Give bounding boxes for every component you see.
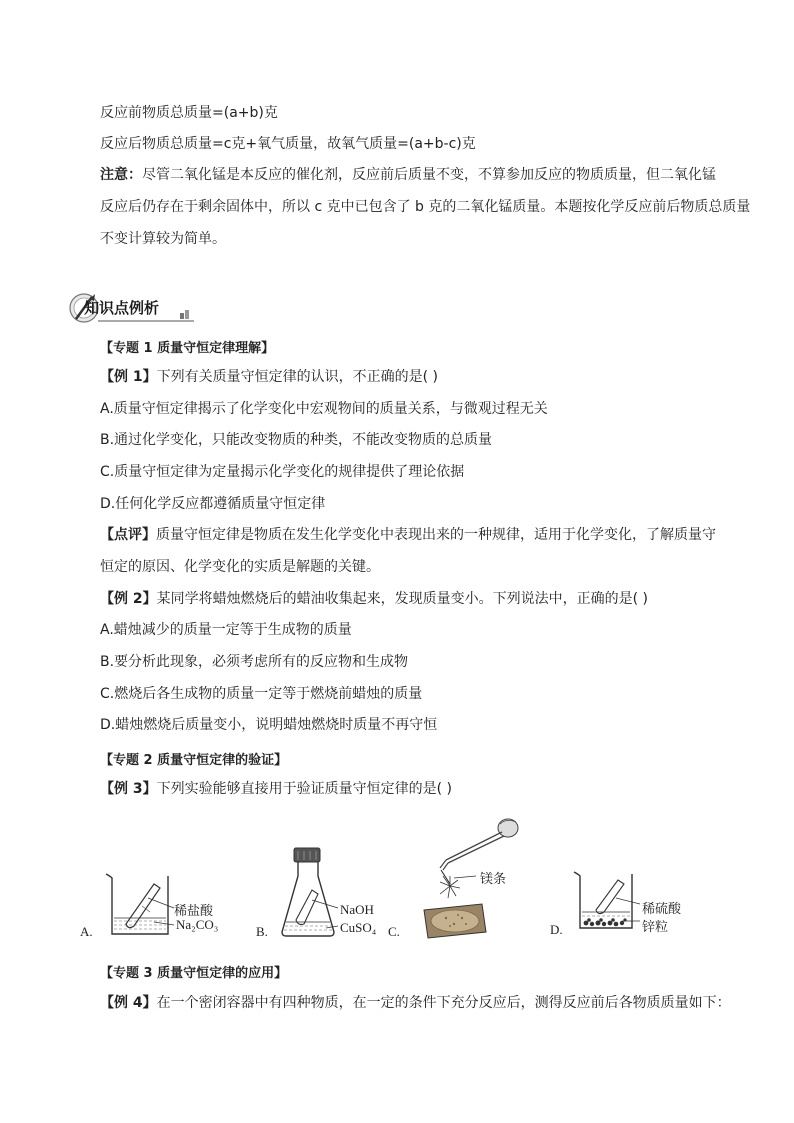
topic3-header: 【专题 3 质量守恒定律的应用】	[100, 966, 288, 981]
ex2-option-c: C.燃烧后各生成物的质量一定等于燃烧前蜡烛的质量	[100, 686, 423, 702]
ex2-text: 某同学将蜡烛燃烧后的蜡油收集起来，发现质量变小。下列说法中，正确的是( )	[156, 591, 648, 607]
ex1-text: 下列有关质量守恒定律的认识，不正确的是( )	[156, 369, 438, 385]
ex2-option-a: A.蜡烛减少的质量一定等于生成物的质量	[100, 622, 352, 638]
ex1-label: 【例 1】	[100, 369, 157, 385]
figure-a-beaker	[104, 868, 234, 944]
ex2-option-d: D.蜡烛燃烧后质量变小，说明蜡烛燃烧时质量不再守恒	[100, 717, 438, 733]
figure-d-beaker	[572, 866, 702, 942]
ex3-question	[100, 780, 452, 798]
ex2-option-b: B.要分析此现象，必须考虑所有的反应物和生成物	[100, 654, 409, 670]
fig-d-bottom-label: 锌粒	[642, 920, 669, 935]
ex4-label: 【例 4】	[100, 995, 157, 1011]
fig-a-letter: A.	[80, 924, 93, 939]
comment-line-2: 恒定的原因、化学变化的实质是解题的关键。	[100, 559, 380, 575]
ex1-question	[100, 368, 438, 386]
section-header	[68, 291, 198, 323]
note-line-1	[100, 166, 716, 184]
ex2-label: 【例 2】	[100, 591, 157, 607]
fig-c-label: 镁条	[480, 872, 507, 887]
ex2-question	[100, 590, 648, 608]
ex4-text: 在一个密闭容器中有四种物质，在一定的条件下充分反应后，测得反应前后各物质质量如下：	[156, 995, 731, 1011]
comment-line-1	[100, 526, 716, 544]
fig-b-bottom-label: CuSO₄	[340, 920, 377, 935]
note-label: 注意：	[100, 167, 142, 183]
ex1-option-b: B.通过化学变化，只能改变物质的种类，不能改变物质的总质量	[100, 432, 493, 448]
note-line-2: 反应后仍存在于剩余固体中，所以 c 克中已包含了 b 克的二氧化锰质量。本题按化学反应前后物质总质量	[100, 199, 751, 215]
note-text-1: 尽管二氧化锰是本反应的催化剂，反应前后质量不变，不算参加反应的物质质量，但二氧化锰	[142, 167, 716, 183]
ex1-option-c: C.质量守恒定律为定量揭示化学变化的规律提供了理论依据	[100, 464, 465, 480]
ex1-option-d: D.任何化学反应都遵循质量守恒定律	[100, 496, 326, 512]
ex3-label: 【例 3】	[100, 781, 157, 797]
comment-label: 【点评】	[100, 527, 156, 543]
ex3-text: 下列实验能够直接用于验证质量守恒定律的是( )	[156, 781, 452, 797]
fig-a-bottom-label: Na₂CO₃	[176, 917, 219, 932]
fig-d-top-label: 稀硫酸	[642, 902, 682, 917]
intro-line-2: 反应后物质总质量=c克+氧气质量，故氧气质量=(a+b-c)克	[100, 136, 476, 152]
ex4-question	[100, 994, 731, 1012]
figure-c-magnesium	[410, 814, 540, 946]
note-line-3: 不变计算较为简单。	[100, 231, 226, 247]
topic2-header: 【专题 2 质量守恒定律的验证】	[100, 753, 288, 768]
fig-a-top-label: 稀盐酸	[174, 904, 214, 919]
topic1-header: 【专题 1 质量守恒定律理解】	[100, 341, 275, 356]
section-title: 知识点例析	[84, 299, 160, 317]
fig-b-letter: B.	[256, 924, 268, 939]
comment-text-1: 质量守恒定律是物质在发生化学变化中表现出来的一种规律，适用于化学变化，了解质量守	[156, 527, 716, 543]
ex1-option-a: A.质量守恒定律揭示了化学变化中宏观物间的质量关系，与微观过程无关	[100, 401, 548, 417]
intro-line-1: 反应前物质总质量=(a+b)克	[100, 105, 278, 121]
fig-b-top-label: NaOH	[340, 902, 374, 917]
fig-c-letter: C.	[388, 924, 400, 939]
fig-d-letter: D.	[550, 922, 563, 937]
